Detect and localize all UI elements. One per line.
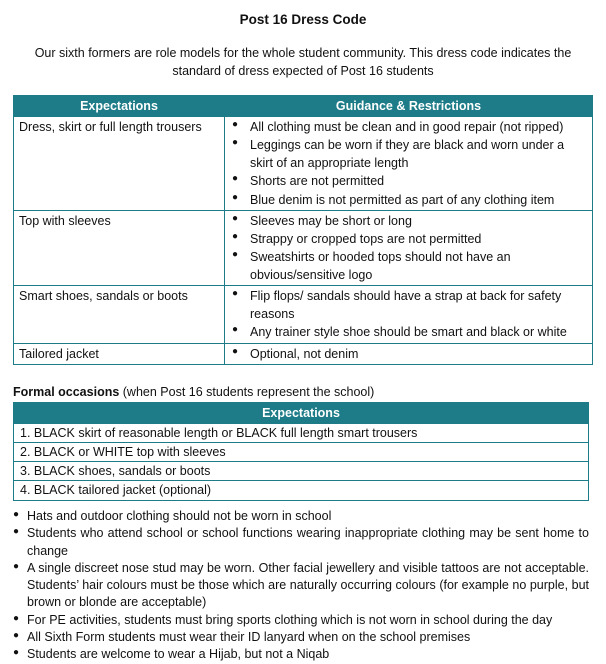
guidance-list — [230, 345, 587, 363]
row-guidance — [225, 286, 593, 343]
guidance-item: ● Shorts are not permitted — [230, 172, 587, 190]
formal-occasions-caption — [13, 383, 374, 401]
table-row — [14, 462, 589, 481]
guidance-list — [230, 212, 587, 285]
table-row — [14, 424, 589, 443]
note-item: ● All Sixth Form students must wear their ID lanyard when on the school premises — [13, 629, 589, 646]
table-row — [14, 343, 593, 364]
table-header-row — [14, 403, 589, 424]
note-item: ● A single discreet nose stud may be worn. Other facial jewellery and visible tattoos are not acceptable. Students’ hair colours must be those which are naturally occurring colours (for example no purple, but brown or blonde are acceptable) — [13, 560, 589, 612]
header-guidance: Guidance & Restrictions — [225, 96, 593, 117]
intro-paragraph: Our sixth formers are role models for the whole student community. This dress code indicates the standard of dress expected of Post 16 students — [34, 46, 572, 78]
guidance-item: ● Sweatshirts or hooded tops should not have an obvious/sensitive logo — [230, 248, 587, 284]
guidance-item: ● All clothing must be clean and in good repair (not ripped) — [230, 118, 587, 136]
note-item: ● Students are welcome to wear a Hijab, but not a Niqab — [13, 646, 589, 663]
table-row — [14, 286, 593, 343]
formal-caption-bold: Formal occasions — [13, 385, 120, 399]
note-item: ● Students who attend school or school functions wearing inappropriate clothing may be sent home to change — [13, 525, 589, 560]
formal-caption-rest: (when Post 16 students represent the school) — [119, 385, 375, 399]
guidance-item: ● Leggings can be worn if they are black and worn under a skirt of an appropriate length — [230, 136, 587, 172]
table-row — [14, 443, 589, 462]
row-guidance — [225, 117, 593, 211]
formal-item: 2. BLACK or WHITE top with sleeves — [14, 443, 589, 462]
formal-header: Expectations — [14, 403, 589, 424]
note-item: ● For PE activities, students must bring sports clothing which is not worn in school during the day — [13, 612, 589, 629]
guidance-list — [230, 287, 587, 341]
guidance-item: ● Strappy or cropped tops are not permitted — [230, 230, 587, 248]
guidance-item: ● Any trainer style shoe should be smart and black or white — [230, 323, 587, 341]
table-row — [14, 210, 593, 286]
notes-list — [13, 508, 589, 663]
row-category: Dress, skirt or full length trousers — [14, 117, 225, 211]
row-category: Top with sleeves — [14, 210, 225, 286]
table-row — [14, 117, 593, 211]
row-guidance — [225, 343, 593, 364]
table-header-row — [14, 96, 593, 117]
guidance-item: ● Optional, not denim — [230, 345, 587, 363]
formal-item: 4. BLACK tailored jacket (optional) — [14, 481, 589, 500]
page-title: Post 16 Dress Code — [239, 12, 367, 27]
note-item: ● Hats and outdoor clothing should not be worn in school — [13, 508, 589, 525]
row-category: Smart shoes, sandals or boots — [14, 286, 225, 343]
guidance-item: ● Blue denim is not permitted as part of any clothing item — [230, 191, 587, 209]
row-guidance — [225, 210, 593, 286]
row-category: Tailored jacket — [14, 343, 225, 364]
guidance-item: ● Flip flops/ sandals should have a strap at back for safety reasons — [230, 287, 587, 323]
table-row — [14, 481, 589, 500]
guidance-list — [230, 118, 587, 209]
guidance-item: ● Sleeves may be short or long — [230, 212, 587, 230]
formal-occasions-table — [13, 402, 589, 501]
formal-item: 3. BLACK shoes, sandals or boots — [14, 462, 589, 481]
dress-code-table — [13, 95, 593, 365]
formal-item: 1. BLACK skirt of reasonable length or BLACK full length smart trousers — [14, 424, 589, 443]
header-expectations: Expectations — [14, 96, 225, 117]
